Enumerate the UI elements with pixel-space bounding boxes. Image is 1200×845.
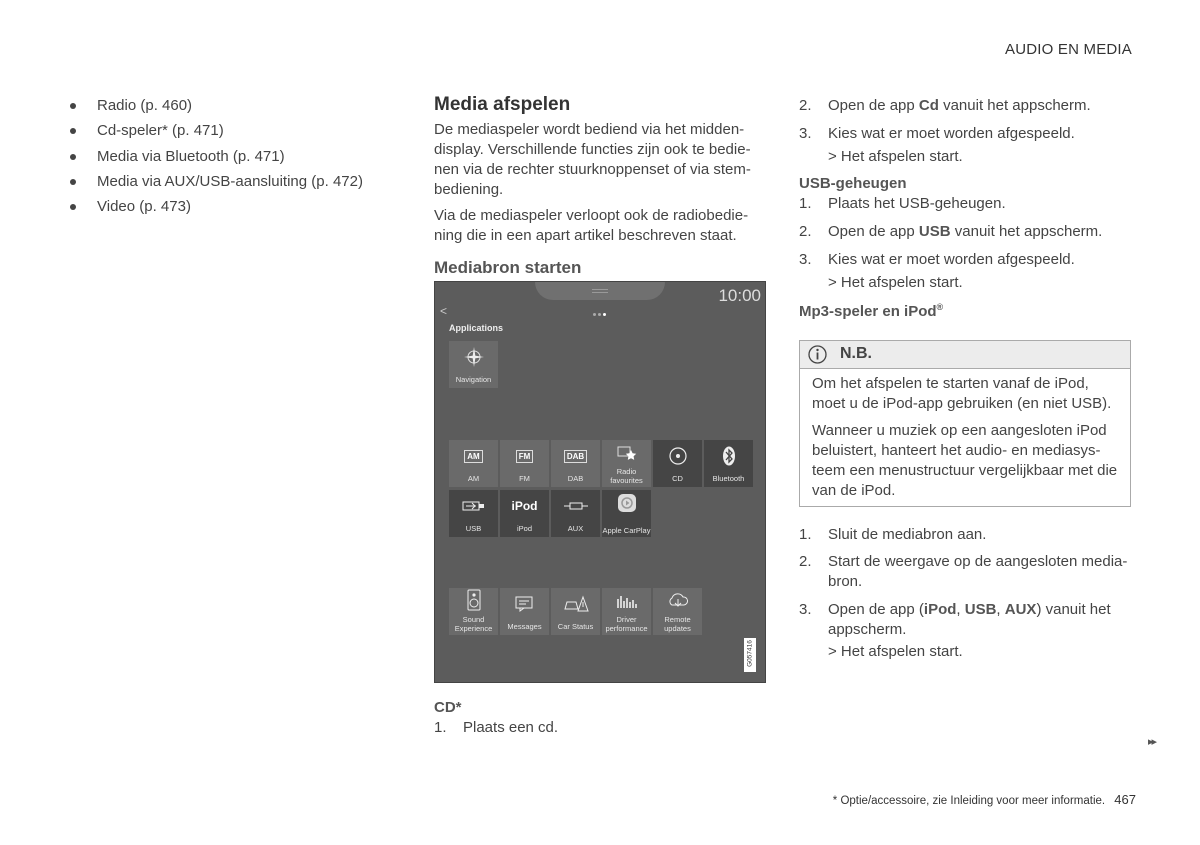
car-warning-icon [551, 594, 600, 614]
app-am[interactable]: AM AM [449, 440, 498, 487]
note-box [799, 340, 1131, 507]
page-number: 467 [1114, 792, 1136, 807]
app-fm[interactable]: FM FM [500, 440, 549, 487]
bluetooth-icon [704, 446, 753, 466]
section-subtitle: Mediabron starten [434, 258, 582, 277]
result-text: > Het afspelen start. [828, 643, 963, 660]
star-icon [602, 443, 651, 463]
note-paragraph-2: Wanneer u muziek op een aangesloten iPod beluistert, hanteert het audio- en mediasys- teem een menustructuur vergelijkbaar met die van de iPod. [812, 422, 1118, 499]
applications-label: Applications [449, 323, 504, 333]
app-ipod[interactable]: iPod iPod [500, 490, 549, 537]
note-title: N.B. [840, 345, 872, 362]
app-remote-updates[interactable]: Remote updates [653, 588, 702, 635]
note-header [800, 341, 1130, 369]
result-text: > Het afspelen start. [828, 274, 963, 291]
clock: 10:00 [718, 286, 761, 305]
carplay-icon [602, 493, 651, 513]
footer-note: * Optie/accessoire, zie Inleiding voor meer informatie. [832, 795, 1106, 807]
app-messages[interactable]: Messages [500, 588, 549, 635]
app-car-status[interactable]: Car Status [551, 588, 600, 635]
center-display-illustration [434, 281, 766, 683]
app-usb[interactable]: USB [449, 490, 498, 537]
speaker-icon [449, 590, 498, 610]
app-navigation[interactable]: Navigation [449, 341, 498, 388]
note-paragraph-1: Om het afspelen te starten vanaf de iPod, moet u de iPod-app gebruiken (en niet USB). [812, 375, 1112, 412]
usb-icon [449, 496, 498, 516]
app-radio-favourites[interactable]: Radio favourites [602, 440, 651, 487]
footer [833, 792, 1136, 807]
message-icon [500, 594, 549, 614]
usb-heading: USB-geheugen [799, 175, 907, 192]
radio-icon: DAB [551, 446, 600, 466]
app-sound-experience[interactable]: Sound Experience [449, 588, 498, 635]
mp3-heading: Mp3-speler en iPod® [799, 302, 944, 320]
app-driver-performance[interactable]: Driver performance [602, 588, 651, 635]
bar-chart-icon [602, 591, 651, 611]
app-dab[interactable]: DAB DAB [551, 440, 600, 487]
cd-heading: CD* [434, 699, 462, 716]
radio-icon: FM [500, 446, 549, 466]
compass-icon [449, 347, 498, 367]
page-dots [593, 313, 596, 316]
radio-paragraph: Via de mediaspeler verloopt ook de radiobedie- ning die in een apart artikel beschreven staat. [434, 207, 749, 244]
cloud-download-icon [653, 591, 702, 611]
top-handle [535, 282, 665, 300]
radio-icon: AM [449, 446, 498, 466]
app-apple-carplay[interactable]: Apple CarPlay [602, 490, 651, 537]
section-header: AUDIO EN MEDIA [1005, 41, 1132, 58]
result-text: > Het afspelen start. [828, 148, 963, 165]
ipod-icon: iPod [511, 499, 538, 513]
back-icon[interactable]: < [440, 304, 448, 318]
image-code-tag: G057416 [744, 638, 756, 672]
app-aux[interactable]: AUX [551, 490, 600, 537]
continue-marker-icon: ▸▸ [1148, 736, 1156, 748]
app-cd[interactable]: CD [653, 440, 702, 487]
aux-plug-icon [551, 496, 600, 516]
info-icon [808, 345, 827, 364]
app-bluetooth[interactable]: Bluetooth [704, 440, 753, 487]
page-title: Media afspelen [434, 94, 571, 115]
intro-paragraph: De mediaspeler wordt bediend via het midden- display. Verschillende functies zijn ook te bedie- nen via de rechter stuurknoppenset of via stem- bediening. [434, 121, 751, 198]
disc-icon [653, 446, 702, 466]
